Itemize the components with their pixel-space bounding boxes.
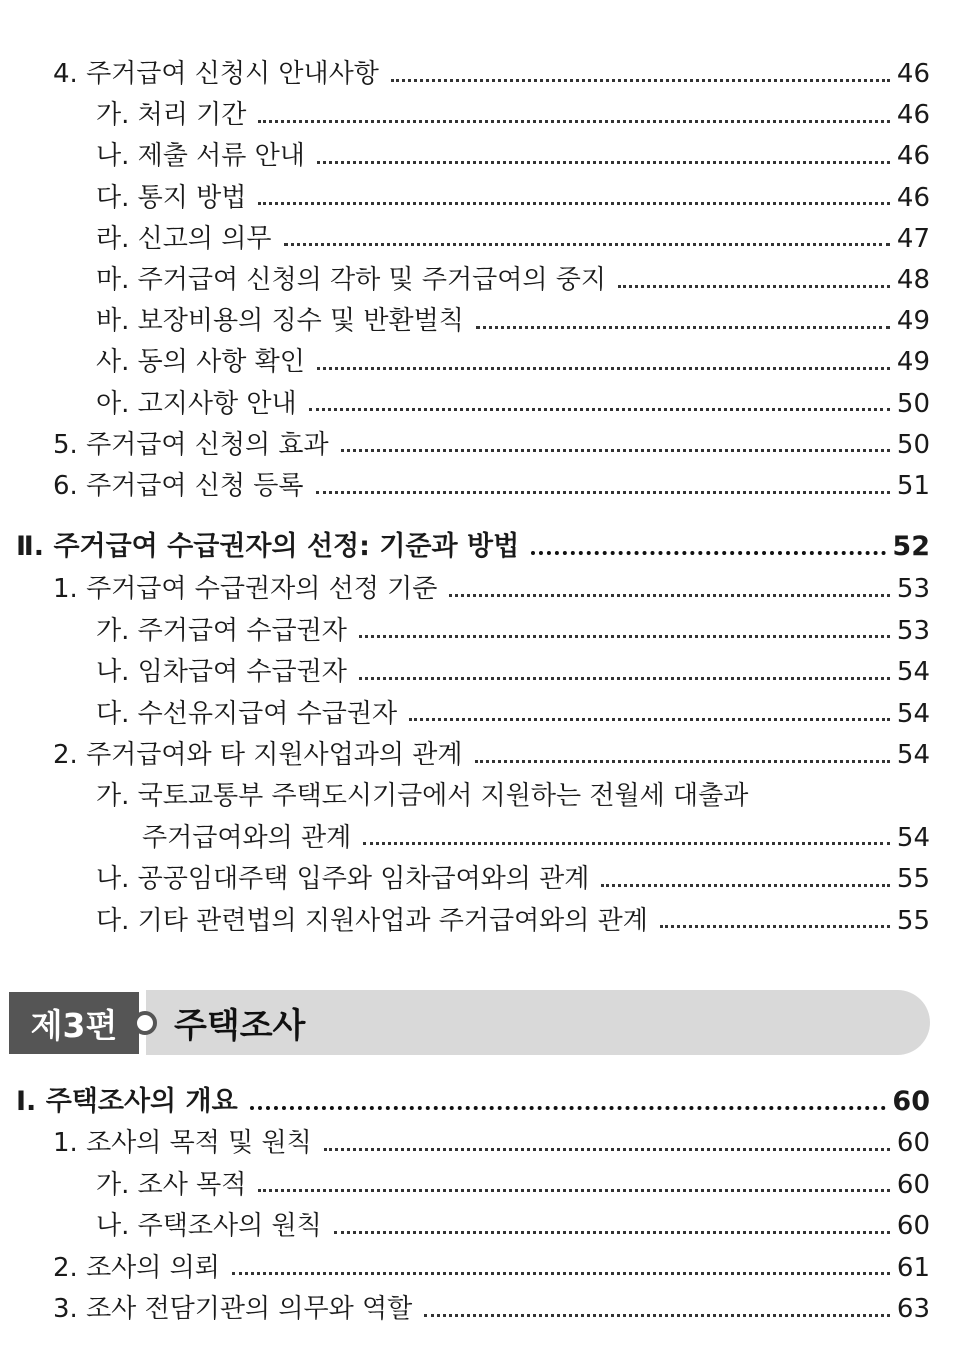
- dot-leader: [258, 120, 890, 123]
- dot-leader: [316, 491, 890, 494]
- toc-entry[interactable]: [96, 654, 930, 690]
- toc-page-number: 47: [896, 223, 930, 254]
- dot-leader: [363, 842, 890, 845]
- dot-leader: [317, 367, 890, 370]
- toc-entry[interactable]: [96, 262, 930, 298]
- dot-leader: [531, 551, 886, 555]
- toc-entry[interactable]: [53, 468, 930, 504]
- toc-entry-title: 나. 주택조사의 원칙: [96, 1211, 322, 1242]
- toc-page-number: 49: [896, 347, 930, 378]
- dot-leader: [359, 677, 890, 680]
- toc-entry-title: 가. 처리 기간: [96, 100, 247, 131]
- toc-entry-title: 6. 주거급여 신청 등록: [53, 471, 304, 501]
- part-number-tag: 제3편: [9, 992, 139, 1054]
- toc-entry-title: 나. 제출 서류 안내: [96, 141, 305, 172]
- dot-leader: [284, 243, 891, 246]
- toc-page-number: 60: [896, 1128, 930, 1159]
- toc-page-number: 49: [896, 306, 930, 337]
- toc-page-number: 61: [896, 1252, 930, 1283]
- toc-entry-title: 주거급여와의 관계: [142, 822, 352, 853]
- toc-entry-title: 아. 고지사항 안내: [96, 388, 297, 419]
- dot-leader: [660, 925, 890, 928]
- dot-leader: [232, 1272, 890, 1275]
- dot-leader: [258, 202, 890, 205]
- toc-entry-title: 라. 신고의 의무: [96, 223, 272, 254]
- toc-entry-title: 나. 공공임대주택 입주와 임차급여와의 관계: [96, 864, 590, 895]
- dot-leader: [409, 718, 890, 721]
- toc-entry-title: 3. 조사 전담기관의 의무와 역할: [53, 1294, 413, 1324]
- part-banner: [9, 990, 930, 1055]
- toc-entry-title: 2. 조사의 의뢰: [53, 1252, 220, 1283]
- toc-entry[interactable]: [96, 696, 930, 732]
- toc-entry[interactable]: [142, 820, 930, 856]
- toc-page-number: 46: [896, 59, 930, 89]
- toc-page-number: 53: [896, 574, 930, 605]
- toc-entry[interactable]: [16, 529, 930, 565]
- toc-entry[interactable]: [53, 571, 930, 607]
- toc-page-number: 60: [892, 1086, 930, 1117]
- toc-entry[interactable]: [96, 386, 930, 422]
- toc-page-number: 52: [892, 531, 930, 562]
- dot-leader: [341, 449, 890, 452]
- dot-leader: [324, 1148, 890, 1151]
- toc-page-number: 50: [896, 388, 930, 419]
- toc-entry-title: 마. 주거급여 신청의 각하 및 주거급여의 중지: [96, 265, 606, 295]
- toc-page-number: 54: [896, 657, 930, 688]
- toc-entry[interactable]: [96, 344, 930, 380]
- toc-page-number: 60: [896, 1211, 930, 1242]
- toc-page-number: 54: [896, 698, 930, 729]
- dot-leader: [475, 760, 891, 763]
- toc-entry[interactable]: [96, 1167, 930, 1203]
- circle-bullet-icon: [133, 1011, 157, 1035]
- dot-leader: [476, 326, 890, 329]
- part-title: 주택조사: [174, 1006, 306, 1046]
- toc-entry[interactable]: [96, 303, 930, 339]
- toc-page-number: 55: [896, 864, 930, 895]
- toc-entry-title: 다. 수선유지급여 수급권자: [96, 698, 398, 729]
- toc-entry[interactable]: [53, 1125, 930, 1161]
- toc-page-number: 46: [896, 141, 930, 172]
- toc-page-number: 46: [896, 100, 930, 131]
- toc-entry[interactable]: [96, 903, 930, 939]
- toc-entry-title: 가. 조사 목적: [96, 1169, 247, 1200]
- toc-entry[interactable]: [96, 180, 930, 216]
- toc-page-number: 60: [896, 1169, 930, 1200]
- toc-entry[interactable]: [96, 1208, 930, 1244]
- toc-entry[interactable]: [96, 613, 930, 649]
- toc-entry-title: 4. 주거급여 신청시 안내사항: [53, 59, 379, 89]
- toc-entry[interactable]: [96, 221, 930, 257]
- toc-entry-title: Ⅰ. 주택조사의 개요: [16, 1086, 238, 1117]
- toc-page-number: 55: [896, 905, 930, 936]
- toc-entry[interactable]: [16, 1084, 930, 1120]
- toc-entry[interactable]: [53, 427, 930, 463]
- toc-entry[interactable]: [53, 737, 930, 773]
- toc-entry-title: 1. 주거급여 수급권자의 선정 기준: [53, 574, 438, 605]
- toc-entry[interactable]: [96, 97, 930, 133]
- toc-page-number: 51: [896, 471, 930, 501]
- toc-entry-title: 가. 국토교통부 주택도시기금에서 지원하는 전월세 대출과: [96, 781, 749, 812]
- toc-entry-title: 사. 동의 사항 확인: [96, 347, 305, 378]
- dot-leader: [258, 1189, 890, 1192]
- dot-leader: [309, 408, 890, 411]
- dot-leader: [424, 1314, 890, 1317]
- toc-entry-title: 2. 주거급여와 타 지원사업과의 관계: [53, 740, 463, 770]
- toc-entry[interactable]: [96, 778, 930, 814]
- toc-entry-title: Ⅱ. 주거급여 수급권자의 선정: 기준과 방법: [16, 531, 520, 562]
- toc-page-number: 53: [896, 615, 930, 646]
- toc-entry[interactable]: [53, 1250, 930, 1286]
- toc-entry[interactable]: [53, 56, 930, 92]
- toc-entry-title: 다. 기타 관련법의 지원사업과 주거급여와의 관계: [96, 905, 648, 936]
- dot-leader: [449, 594, 890, 597]
- toc-entry-title: 가. 주거급여 수급권자: [96, 615, 347, 646]
- dot-leader: [317, 161, 890, 164]
- dot-leader: [601, 884, 890, 887]
- toc-entry[interactable]: [96, 861, 930, 897]
- toc-page-number: 54: [896, 740, 930, 770]
- toc-page-number: 46: [896, 182, 930, 213]
- dot-leader: [359, 635, 890, 638]
- toc-page-number: 63: [896, 1294, 930, 1324]
- dot-leader: [250, 1106, 887, 1110]
- toc-entry-title: 바. 보장비용의 징수 및 반환벌칙: [96, 306, 464, 337]
- dot-leader: [334, 1231, 890, 1234]
- toc-entry-title: 나. 임차급여 수급권자: [96, 657, 347, 688]
- toc-entry[interactable]: [53, 1291, 930, 1327]
- toc-page-number: 48: [896, 265, 930, 295]
- toc-entry-title: 1. 조사의 목적 및 원칙: [53, 1128, 312, 1159]
- toc-entry[interactable]: [96, 138, 930, 174]
- toc-entry-title: 다. 통지 방법: [96, 182, 247, 213]
- dot-leader: [618, 285, 890, 288]
- dot-leader: [391, 79, 890, 82]
- toc-page-number: 54: [896, 822, 930, 853]
- toc-page-number: 50: [896, 429, 930, 460]
- toc-entry-title: 5. 주거급여 신청의 효과: [53, 429, 329, 460]
